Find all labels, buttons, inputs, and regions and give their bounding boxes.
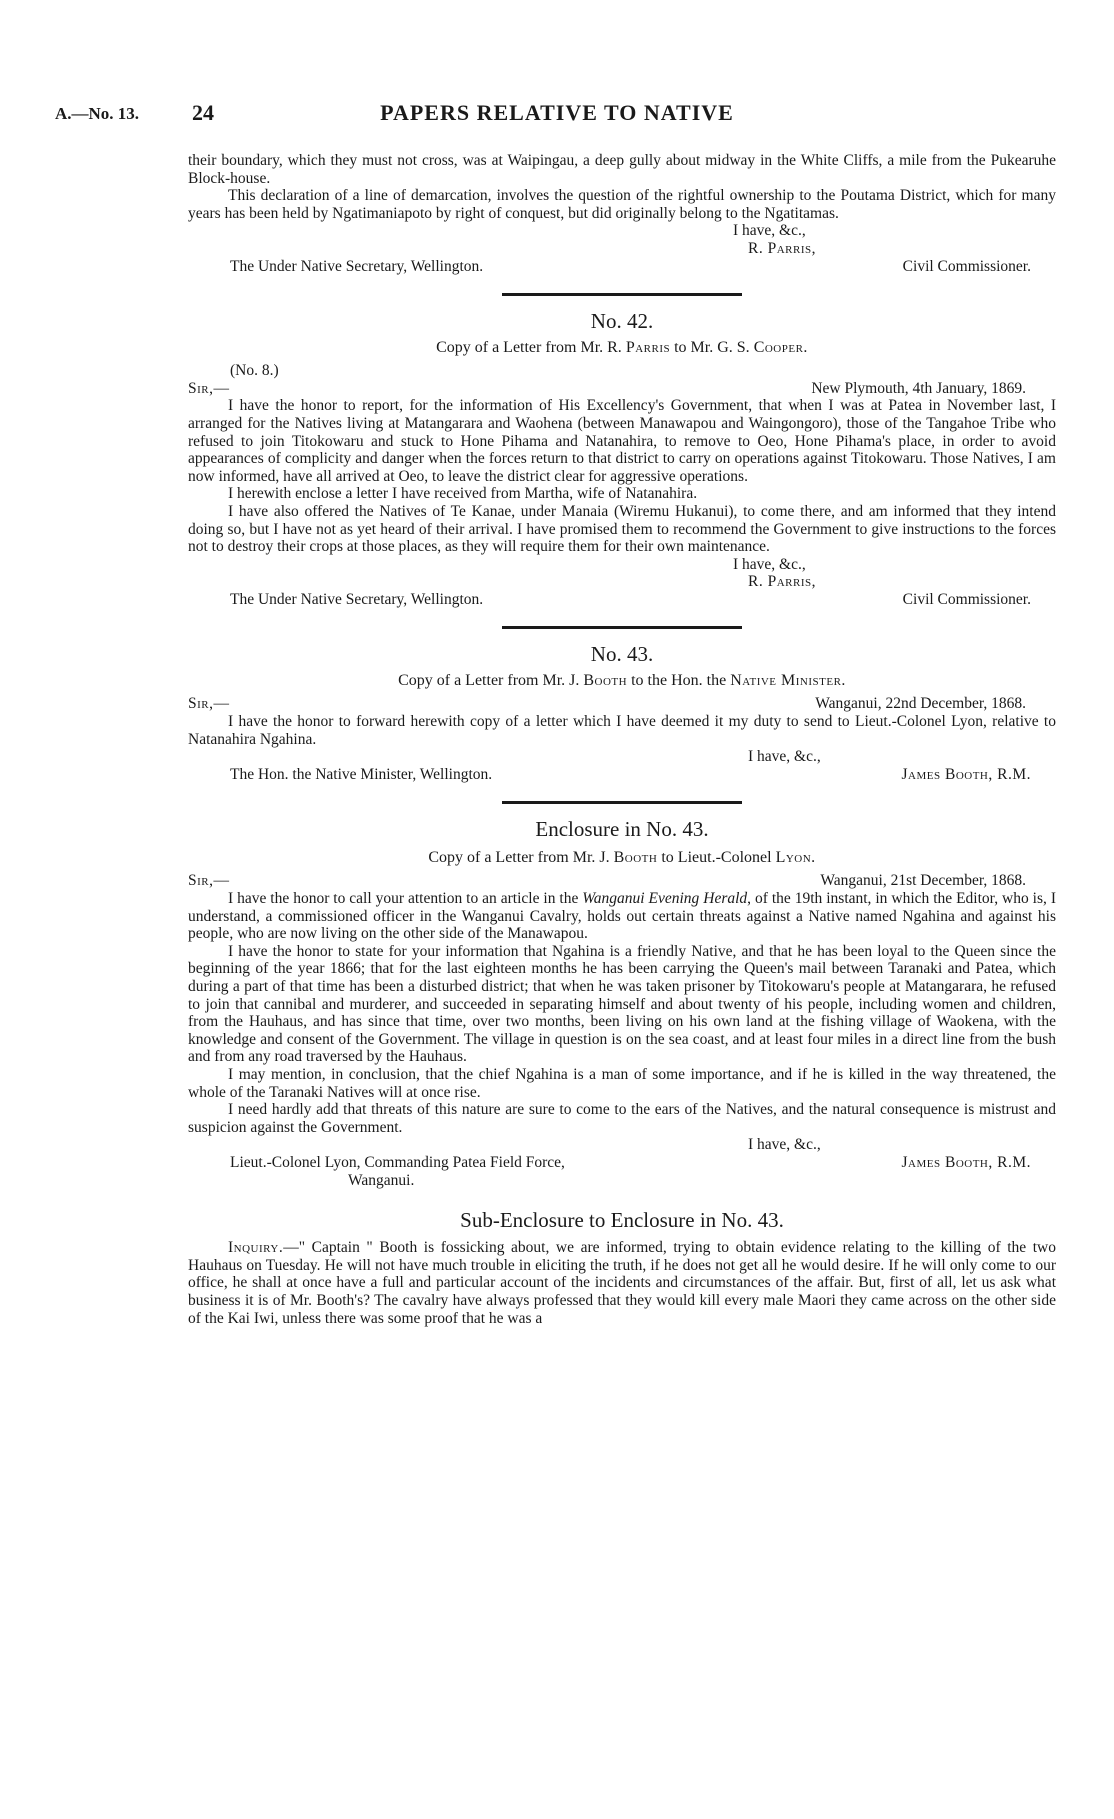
letter-no-42 [188,308,1056,608]
heading-sender: Booth [583,672,628,690]
paragraph [188,890,1056,943]
heading-text: Copy of a Letter from Mr. R. [436,339,626,357]
addressee: The Under Native Secretary, Wellington. [230,590,484,608]
signer-title: Civil Commissioner. [902,257,1031,275]
signer: R. Parris, [748,239,816,257]
heading-text: to the Hon. the [627,672,731,690]
place-date: Wanganui, 21st December, 1868. [820,872,1026,890]
sub-enclosure-no-43 [188,1207,1056,1327]
heading-recipient: Lyon. [775,849,816,867]
letter-heading [188,338,1056,358]
page-number: 24 [192,100,214,125]
signature-block [188,591,1056,609]
place-date: Wanganui, 22nd December, 1868. [815,695,1026,713]
salutation-line [188,872,1056,890]
salutation: Sir,— [188,872,230,890]
heading-text: Copy of a Letter from Mr. J. [428,849,614,867]
addressee: The Hon. the Native Minister, Wellington. [230,765,493,783]
heading-text: to Lieut.-Colonel [657,849,776,867]
paragraph: I may mention, in conclusion, that the chief Ngahina is a man of some importance, and if he is killed in the way threatened, the whole of the Taranaki Natives will at once rise. [188,1065,1056,1101]
signature-block [188,766,1056,784]
lead-word: Inquiry. [228,1239,284,1257]
place-date: New Plymouth, 4th January, 1869. [811,379,1026,397]
addressee: Lieut.-Colonel Lyon, Commanding Patea Field Force, [230,1153,565,1171]
paragraph: I have the honor to report, for the information of His Excellency's Government, that when I was at Patea in November last, I arranged for the Natives living at Matangarara and Waohena (between Manawapou and Waingongoro), those of the Tangahoe Tribe who refused to join Titokowaru and stuck to Hone Pihama and Natanahira, to remove to Oeo, Hone Pihama's place, in order to avoid appearances of complicity and danger when the forces return to that district to carry on operations against Titokowaru. Those Natives, I am now informed, have all arrived at Oeo, to leave the district clear for aggressive operations. [188,397,1056,485]
heading-text: Copy of a Letter from Mr. J. [398,672,584,690]
salutation: Sir,— [188,379,230,397]
signer: James Booth, R.M. [901,1153,1031,1171]
heading-sender: Booth [613,849,658,867]
salutation-line [188,380,1056,398]
letter-no-43 [188,641,1056,783]
paragraph: their boundary, which they must not cross, was at Waipingau, a deep gully about midway in the White Cliffs, a mile from the Pukearuhe Block-house. [188,152,1056,187]
enclosure-no-43 [188,816,1056,1189]
salutation-line [188,695,1056,713]
closing: I have, &c., [733,222,806,240]
heading-recipient: Native Minister. [730,672,846,690]
paper-reference: A.—No. 13. [55,104,140,123]
letter-heading [188,848,1056,868]
heading-sender: Parris [625,339,671,357]
page-header [0,100,1114,130]
document-body [188,152,1056,1327]
letter-heading [188,671,1056,691]
paragraph [188,1239,1056,1327]
paragraph: I have also offered the Natives of Te Kanae, under Manaia (Wiremu Hukanui), to come there, and am informed that they intend doing so, but I have not as yet heard of their arrival. I have promised them to recommend the Government to give instructions to the forces not to destroy their crops at those places, as they will require them for their own maintenance. [188,502,1056,556]
section-divider [502,293,742,296]
signer: R. Parris, [748,573,816,591]
addressee-location: Wanganui. [348,1171,415,1189]
paragraph-text: , of the 19th instant, in which the Editor, who is, I understand, a commissioned officer in the Wanganui Cavalry, holds out certain threats against a Native named Ngahina and against his people, who are now living on the other side of the Manawapou. [188,890,1056,943]
letter-reference: (No. 8.) [230,362,279,380]
heading-text: to Mr. G. S. [670,339,754,357]
paragraph: I have the honor to forward herewith copy of a letter which I have deemed it my duty to send to Lieut.-Colonel Lyon, relative to Natanahira Ngahina. [188,713,1056,748]
sub-enclosure-title: Sub-Enclosure to Enclosure in No. 43. [460,1208,784,1233]
running-title: PAPERS RELATIVE TO NATIVE [380,100,734,125]
section-divider [502,801,742,804]
heading-recipient: Cooper. [753,339,808,357]
section-divider [502,626,742,629]
section-number: No. 43. [590,642,654,667]
paragraph: I have the honor to state for your information that Ngahina is a friendly Native, and that he has been loyal to the Queen since the beginning of the year 1866; that for the last eighteen months he has been carrying the Queen's mail between Taranaki and Patea, which during a part of that time has been a disturbed district; that when he was taken prisoner by Titokowaru's people at Matangarara, he refused to join that cannibal and murderer, and succeeded in separating himself and about twenty of his people, including women and children, from the Hauhaus, and has since that time, over two months, been living on his own land at the fishing village of Waokena, with the knowledge and consent of the Government. The village in question is on the sea coast, and at least four miles in a direct line from the bush and from any road traversed by the Hauhaus. [188,942,1056,1066]
addressee: The Under Native Secretary, Wellington. [230,257,484,275]
paragraph: I herewith enclose a letter I have received from Martha, wife of Natanahira. [228,485,698,503]
closing: I have, &c., [748,748,821,766]
signature-block [188,258,1056,276]
section-number: No. 42. [590,309,654,334]
newspaper-title: Wanganui Evening Herald [582,890,748,908]
paragraph-text: —" Captain " Booth is fossicking about, we are informed, trying to obtain evidence relating to the killing of the two Hauhaus on Tuesday. He will not have much trouble in eliciting the truth, if he does not get all he would desire. If he will only come to our office, he shall at once have a full and particular account of the incidents and circumstances of the affair. But, first of all, let us ask what business it is of Mr. Booth's? The cavalry have always professed that they would kill every male Maori they came across on the other side of the Kai Iwi, unless there was some proof that he was a [188,1239,1056,1327]
paragraph: I need hardly add that threats of this nature are sure to come to the ears of the Natives, and the natural consequence is mistrust and suspicion against the Government. [188,1101,1056,1136]
signer-title: Civil Commissioner. [902,590,1031,608]
salutation: Sir,— [188,695,230,713]
closing: I have, &c., [733,555,806,573]
paragraph-text: I have the honor to call your attention to an article in the [228,890,583,908]
closing: I have, &c., [748,1136,821,1154]
enclosure-title: Enclosure in No. 43. [535,817,709,842]
paragraph: This declaration of a line of demarcation, involves the question of the rightful ownership to the Poutama District, which for many years has been held by Ngatimaniapoto by right of conquest, but did originally belong to the Ngatitamas. [188,187,1056,222]
previous-letter-continuation [188,152,1056,275]
signature-block [188,1154,1056,1172]
signer: James Booth, R.M. [901,765,1031,783]
